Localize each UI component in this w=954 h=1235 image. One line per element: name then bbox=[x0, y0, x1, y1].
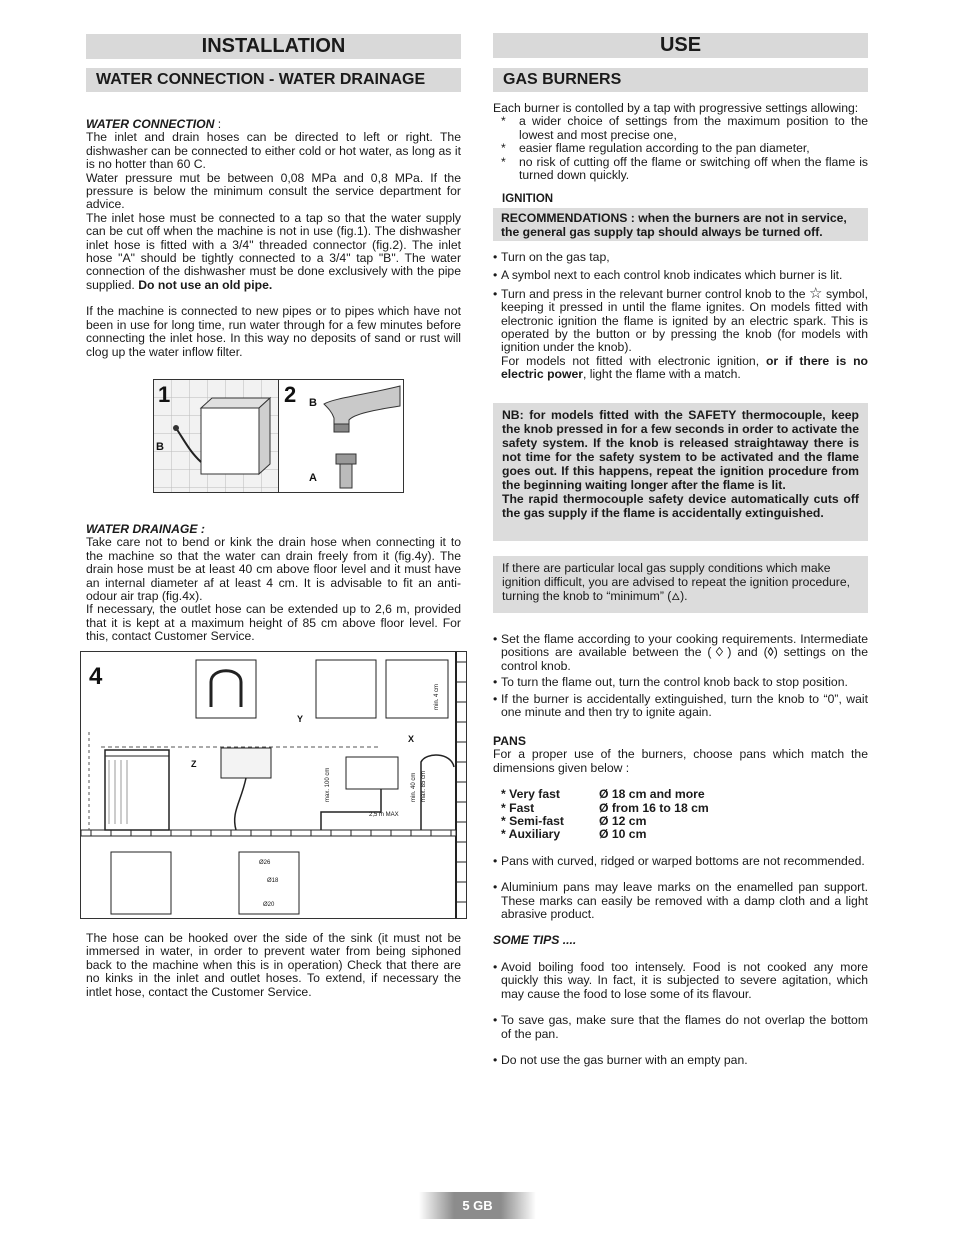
water-connection-heading: WATER CONNECTION bbox=[86, 117, 215, 131]
fig4-length: 2,5 m MAX bbox=[369, 812, 399, 818]
water-drainage-heading: WATER DRAINAGE : bbox=[86, 522, 205, 536]
flame-step: • To turn the flame out, turn the control knob back to stop position. bbox=[493, 675, 848, 690]
pans-heading: PANS bbox=[493, 734, 526, 748]
water-connection-p4: If the machine is connected to new pipes or to pipes which have not been in use for long time, run water through for a few minutes before connecting the inlet hose. In this way no deposits of sand or rust will clog up the water inflow filter. bbox=[86, 304, 461, 359]
fig4-label-y: Y bbox=[297, 714, 304, 724]
fig4-d18: Ø18 bbox=[267, 878, 279, 884]
recommendation-box: RECOMMENDATIONS : when the burners are not in service, the general gas supply tap should always be turned off. bbox=[493, 208, 868, 241]
pans-note: • Aluminium pans may leave marks on the enamelled pan support. These marks can easily be removed with a damp cloth and a light abrasive product. bbox=[493, 880, 868, 922]
water-connection-p1: The inlet and drain hoses can be directed to left or right. The dishwasher can be connected to either cold or hot water, as long as it is no hotter than 60 C. bbox=[86, 130, 461, 172]
pan-type: * Semi-fast bbox=[501, 814, 564, 829]
nb-safety-box: NB: for models fitted with the SAFETY thermocouple, keep the knob pressed in for a few seconds in order to activate the safety system. If the knob is released straightaway there is not time for the safety system to be activated and the flame goes out. If this happens, repeat the ignition procedure from the beginning waiting longer after the flame is lit. The rapid thermocouple safety device automatically cuts off the gas supply if the flame is accidentally extinguished. bbox=[493, 403, 868, 541]
fig4-max85: max. 85 cm bbox=[421, 770, 427, 802]
pan-size: Ø 18 cm and more bbox=[599, 787, 705, 802]
flame-step: • If the burner is accidentally extinguished, turn the knob to “0”, wait one minute and then try to ignite again. bbox=[493, 691, 868, 720]
intro-text: Each burner is contolled by a tap with progressive settings allowing: bbox=[493, 101, 859, 115]
fig2-number: 2 bbox=[284, 382, 297, 407]
water-drainage-p1: Take care not to bend or kink the drain hose when connecting it to the machine so that the water can drain freely from it (fig.4y). The drain hose must be at least 40 cm above floor level and it must have an internal diameter af at least 4 cm. It is advisable to fit an anti-odour air trap (fig.4x). bbox=[86, 535, 461, 604]
fig4-d26: Ø26 bbox=[259, 860, 271, 866]
pans-note: • Pans with curved, ridged or warped bottoms are not recommended. bbox=[493, 853, 865, 868]
water-drainage-section bbox=[86, 523, 461, 644]
fig1-number: 1 bbox=[158, 382, 171, 407]
use-title: USE bbox=[493, 33, 868, 58]
tip-item: • Do not use the gas burner with an empty pan. bbox=[493, 1052, 748, 1067]
pan-size: Ø 12 cm bbox=[599, 814, 647, 829]
ignition-step: • Turn and press in the relevant burner control knob to the ☆ symbol, keeping it pressed in until the flame ignites. On models fitted with electronic ignition the flame is ignited by an electric spark. This is operated by the button or by pressing the knob (for models with ignition under the knob). bbox=[493, 284, 868, 355]
local-conditions-box: If there are particular local gas supply conditions which make ignition difficult, you are advised to repeat the ignition procedure, turning the knob to “minimum” (🜂). bbox=[493, 556, 868, 613]
pans-intro: For a proper use of the burners, choose pans which match the dimensions given below : bbox=[493, 747, 868, 775]
water-drainage-p2: If necessary, the outlet hose can be extended up to 2,6 m, provided that it is kept at a maximum height of 85 cm above floor level. For this, contact Customer Service. bbox=[86, 602, 461, 644]
ignition-step: • A symbol next to each control knob indicates which burner is lit. bbox=[493, 268, 843, 283]
hose-note: The hose can be hooked over the side of the sink (it must not be immersed in water, in order to prevent water from being siphoned back to the machine when this is in operation) Check that there are no kinks in the inlet and outlet hoses. To extend, if necessary the intlet hose, contact the Customer Service. bbox=[86, 931, 461, 999]
pan-size: Ø 10 cm bbox=[599, 827, 647, 842]
pans-table bbox=[493, 788, 868, 842]
water-connection-subtitle: WATER CONNECTION - WATER DRAINAGE bbox=[86, 68, 461, 92]
water-connection-p2: Water pressure mut be between 0,08 MPa and 0,8 MPa. If the pressure is below the minimum consult the service department for advice. bbox=[86, 170, 461, 212]
drain-hose-illustration bbox=[81, 652, 466, 918]
intro-item: * a wider choice of settings from the maximum position to the lowest and most precise one, bbox=[501, 114, 868, 142]
water-connection-section: WATER CONNECTION : The inlet and drain hoses can be directed to left or right. The dishwasher can be connected to either cold or hot water, as long as it is no hotter than 60 C. Water pressure mut be between 0,08 MPa and 0,8 MPa. If the pressure is below the minimum consult the service department for advice. The inlet hose must be connected to a tap so that the water supply can be cut off when the machine is not in use (fig.1). The dishwasher inlet hose is fitted with a 3/4" threaded connector (fig.2). The inlet hose "A" should be tightly connected to a 3/4" tap "B". The water connection of the dishwasher must be done exclusively with the pipe supplied. Do not use an old pipe. If the machine is connected to new pipes or to pipes which have not been in use for long time, run water through for a few minutes before connecting the inlet hose. In this way no deposits of sand or rust will clog up the water inflow filter. bbox=[86, 117, 461, 359]
flame-settings bbox=[493, 633, 868, 719]
gas-burners-intro bbox=[493, 102, 868, 182]
fig1-label-b: B bbox=[156, 441, 164, 453]
ignition-step: • Turn on the gas tap, bbox=[493, 250, 610, 264]
fig4-min4: min. 4 cm bbox=[434, 683, 440, 710]
pan-type: * Fast bbox=[501, 800, 535, 815]
pan-type: * Very fast bbox=[501, 787, 560, 802]
pan-type: * Auxiliary bbox=[501, 827, 561, 842]
ignition-heading: IGNITION bbox=[502, 193, 554, 205]
flame-step: • Set the flame according to your cooking requirements. Intermediate positions are available between the (♢) and (◊) settings on the control knob. bbox=[493, 632, 868, 673]
fig4-label-z: Z bbox=[191, 759, 197, 769]
pan-size: Ø from 16 to 18 cm bbox=[599, 800, 709, 815]
page-number: 5 GB bbox=[419, 1192, 536, 1219]
intro-item: * no risk of cutting off the flame or switching off when the flame is turned down quickly. bbox=[501, 154, 868, 183]
pans-section bbox=[493, 735, 868, 1067]
fig2-label-a: A bbox=[309, 472, 317, 484]
gas-burners-subtitle: GAS BURNERS bbox=[493, 68, 868, 92]
ignition-steps bbox=[493, 251, 868, 382]
fig4-d20: Ø20 bbox=[263, 902, 275, 908]
tip-item: • Avoid boiling food too intensely. Food is not cooked any more quickly this way. In fact, it is subjected to severe agitation, which may cause the food to lose some of its flavour. bbox=[493, 959, 868, 1001]
water-connection-p3: The inlet hose must be connected to a tap so that the water supply can be cut off when the machine is not in use (fig.1). The dishwasher inlet hose is fitted with a 3/4" threaded connector (fig.2). The inlet hose "A" should be tightly connected to a 3/4" tap "B". The water connection of the dishwasher must be done exclusively with the pipe supplied. Do not use an old pipe. bbox=[86, 210, 461, 292]
inlet-hose-illustration bbox=[154, 380, 403, 492]
tips-heading: SOME TIPS .... bbox=[493, 933, 577, 948]
flame-small-icon: ◊ bbox=[767, 645, 774, 660]
fig2-label-b: B bbox=[309, 397, 317, 409]
fig4-number: 4 bbox=[89, 663, 103, 690]
figure-drain-hose bbox=[80, 651, 467, 919]
flame-large-icon: ♢ bbox=[711, 645, 728, 660]
fig4-label-x: X bbox=[408, 734, 415, 744]
intro-item: * easier flame regulation according to the pan diameter, bbox=[501, 141, 810, 156]
flame-small-icon: 🜂 bbox=[671, 592, 681, 603]
fig4-max100: max. 100 cm bbox=[325, 767, 331, 802]
ignition-match-note: For models not fitted with electronic ignition, or if there is no electric power, light the flame with a match. bbox=[501, 353, 868, 382]
star-icon: ☆ bbox=[809, 284, 823, 302]
figure-inlet-hose bbox=[153, 379, 404, 493]
installation-title: INSTALLATION bbox=[86, 34, 461, 59]
fig4-min40: min. 40 cm bbox=[411, 772, 417, 802]
tip-item: • To save gas, make sure that the flames do not overlap the bottom of the pan. bbox=[493, 1013, 868, 1041]
